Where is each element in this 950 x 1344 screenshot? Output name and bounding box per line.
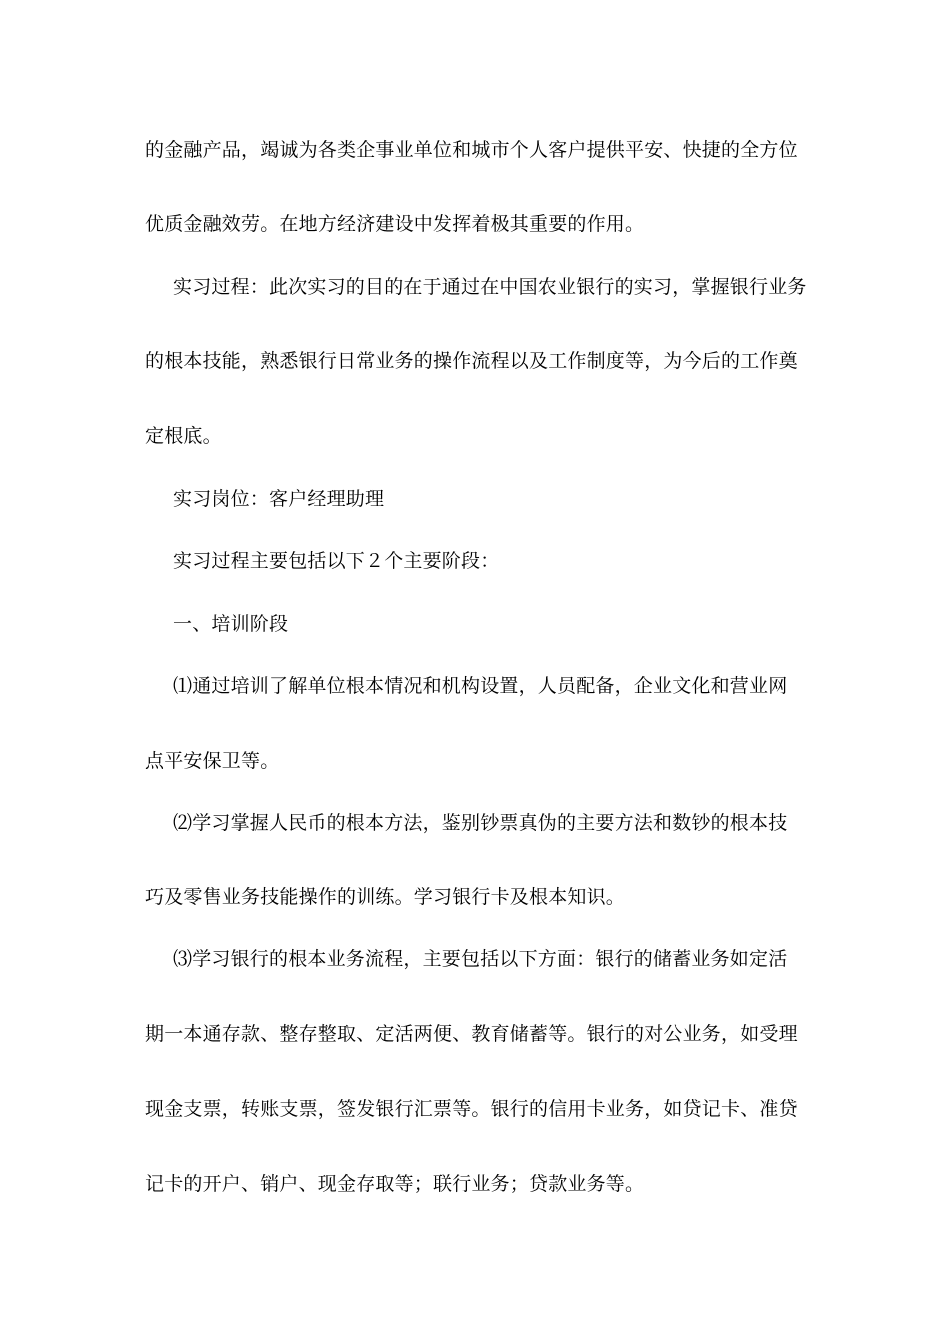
paragraph-line: 现金支票，转账支票，签发银行汇票等。银行的信用卡业务，如贷记卡、准贷 <box>145 1098 798 1120</box>
paragraph-line: 实习过程主要包括以下２个主要阶段： <box>173 550 500 572</box>
paragraph-line: 实习岗位：客户经理助理 <box>173 488 385 510</box>
paragraph-line: ⑴通过培训了解单位根本情况和机构设置，人员配备，企业文化和营业网 <box>173 675 788 697</box>
paragraph-line: ⑶学习银行的根本业务流程，主要包括以下方面：银行的储蓄业务如定活 <box>173 948 788 970</box>
paragraph-line: 点平安保卫等。 <box>145 750 280 772</box>
paragraph-line: 期一本通存款、整存整取、定活两便、教育储蓄等。银行的对公业务，如受理 <box>145 1023 798 1045</box>
paragraph-line: 巧及零售业务技能操作的训练。学习银行卡及根本知识。 <box>145 886 626 908</box>
paragraph-line: 实习过程：此次实习的目的在于通过在中国农业银行的实习，掌握银行业务 <box>173 276 807 298</box>
paragraph-line: 的金融产品，竭诚为各类企事业单位和城市个人客户提供平安、快捷的全方位 <box>145 139 798 161</box>
paragraph-line: 优质金融效劳。在地方经济建设中发挥着极其重要的作用。 <box>145 213 645 235</box>
section-heading: 一、培训阶段 <box>173 613 289 635</box>
paragraph-line: ⑵学习掌握人民币的根本方法，鉴别钞票真伪的主要方法和数钞的根本技 <box>173 812 788 834</box>
paragraph-line: 的根本技能，熟悉银行日常业务的操作流程以及工作制度等，为今后的工作奠 <box>145 350 798 372</box>
paragraph-line: 定根底。 <box>145 425 222 447</box>
paragraph-line: 记卡的开户、销户、现金存取等；联行业务；贷款业务等。 <box>145 1173 645 1195</box>
